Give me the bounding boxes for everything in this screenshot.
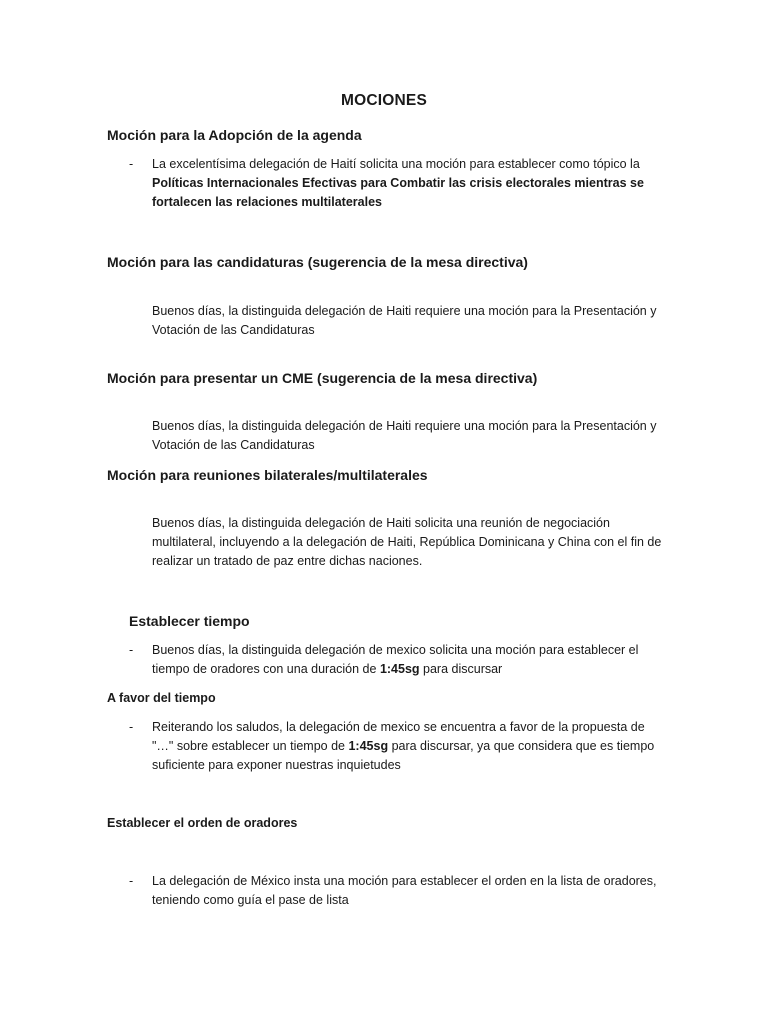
document-title: MOCIONES xyxy=(341,92,427,109)
section-heading-a-favor: A favor del tiempo xyxy=(107,691,216,705)
section-heading-candidaturas: Moción para las candidaturas (sugerencia de la mesa directiva) xyxy=(107,254,528,270)
section-heading-bilaterales: Moción para reuniones bilaterales/multilaterales xyxy=(107,467,428,483)
section-heading-orden-oradores: Establecer el orden de oradores xyxy=(107,816,298,830)
bullet-dash: - xyxy=(129,874,134,888)
bullet-dash: - xyxy=(129,643,134,657)
body-text: Reiterando los saludos, la delegación de mexico se encuentra a favor de la propuesta de "…" sobre establecer un tiempo de xyxy=(152,720,645,753)
section-body-establecer-tiempo xyxy=(152,641,662,679)
section-body-a-favor xyxy=(152,718,662,775)
section-heading-cme: Moción para presentar un CME (sugerencia de la mesa directiva) xyxy=(107,370,538,386)
body-text: para discursar, ya que considera que es tiempo suficiente para exponer nuestras inquietudes xyxy=(152,739,655,772)
bullet-dash: - xyxy=(129,720,134,734)
body-bold-time: 1:45sg xyxy=(379,662,420,676)
section-body-cme: Buenos días, la distinguida delegación de Haiti requiere una moción para la Presentación y Votación de las Candidaturas xyxy=(152,419,657,452)
body-text: La excelentísima delegación de Haití solicita una moción para establecer como tópico la xyxy=(152,157,640,171)
body-text: Buenos días, la distinguida delegación de mexico solicita una moción para establecer el tiempo de oradores con una duración de xyxy=(152,643,639,676)
section-body-agenda xyxy=(152,155,662,212)
bullet-dash: - xyxy=(129,157,134,171)
body-text: para discursar xyxy=(419,662,503,676)
body-bold-text: Políticas Internacionales Efectivas para Combatir las crisis electorales mientras se fortalecen las relaciones multilaterales xyxy=(152,176,644,209)
section-body-candidaturas: Buenos días, la distinguida delegación de Haiti requiere una moción para la Presentación y Votación de las Candidaturas xyxy=(152,304,657,337)
section-body-bilaterales: Buenos días, la distinguida delegación de Haiti solicita una reunión de negociación multilateral, incluyendo a la delegación de Haiti, República Dominicana y China con el fin de realizar un tratado de paz entre dichas naciones. xyxy=(152,516,662,568)
body-bold-time: 1:45sg xyxy=(348,739,389,753)
section-heading-establecer-tiempo: Establecer tiempo xyxy=(129,613,250,629)
section-heading-agenda: Moción para la Adopción de la agenda xyxy=(107,127,362,143)
section-body-orden-oradores: La delegación de México insta una moción para establecer el orden en la lista de oradores, teniendo como guía el pase de lista xyxy=(152,874,657,907)
